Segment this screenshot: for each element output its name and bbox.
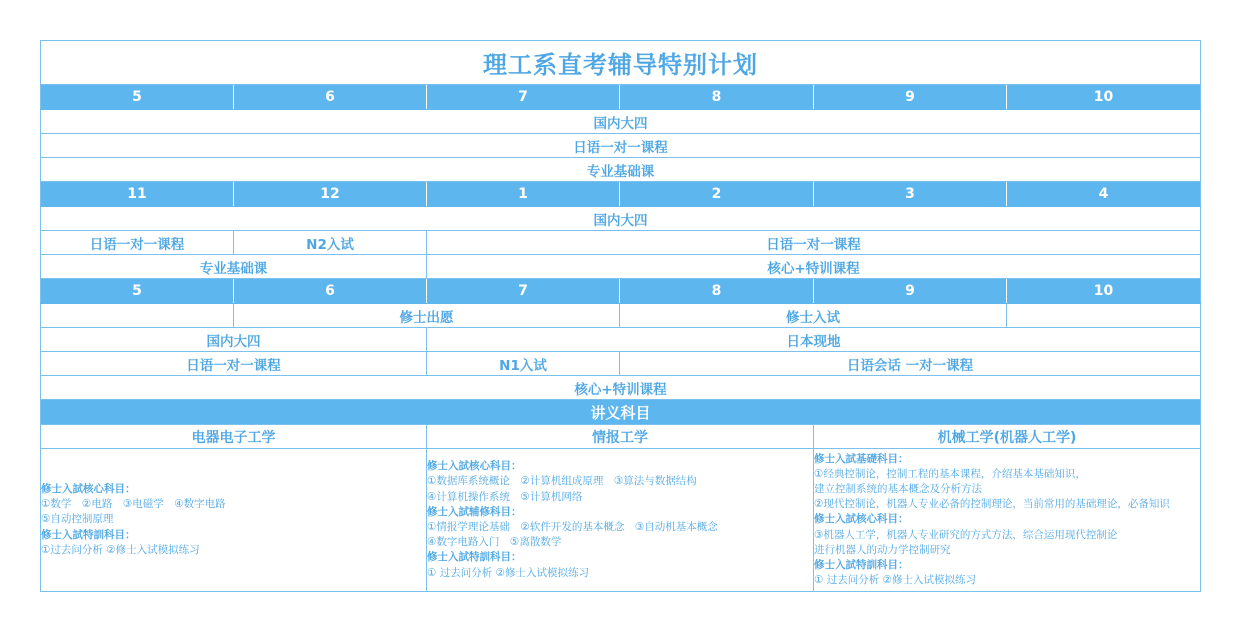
subject-electrical: 电器电子工学 — [41, 425, 427, 449]
detail-list — [41, 482, 426, 558]
subject-mechanical: 机械工学(机器人工学) — [814, 425, 1201, 449]
detail-line: 建立控制系统的基本概念及分析方法 — [814, 482, 982, 495]
schedule-cell-domestic-senior: 国内大四 — [41, 328, 427, 352]
month-cell: 9 — [814, 85, 1007, 110]
schedule-table — [40, 40, 1201, 592]
detail-line: ① 过去问分析 ②修士入试模拟练习 — [427, 566, 590, 579]
month-cell: 1 — [427, 182, 620, 207]
schedule-cell-core-training: 核心+特训课程 — [427, 255, 1201, 279]
detail-line: ①经典控制论，控制工程的基本课程，介绍基本基础知识， — [814, 467, 1086, 480]
schedule-cell-n2-exam: N2入试 — [234, 231, 427, 255]
schedule-cell-japanese-1on1: 日语一对一课程 — [41, 134, 1201, 158]
month-cell: 10 — [1007, 85, 1201, 110]
month-cell: 7 — [427, 279, 620, 304]
month-cell: 3 — [814, 182, 1007, 207]
month-cell: 5 — [41, 279, 234, 304]
detail-heading: 修士入試特訓科目： — [41, 528, 136, 541]
materials-section-header: 讲义科目 — [41, 400, 1201, 425]
month-cell: 10 — [1007, 279, 1201, 304]
month-cell: 11 — [41, 182, 234, 207]
schedule-cell-core-training: 核心+特训课程 — [41, 376, 1201, 400]
subject-information: 情报工学 — [427, 425, 814, 449]
detail-line: ①过去问分析 ②修士入试模拟练习 — [41, 543, 200, 556]
month-header-row — [41, 182, 1201, 207]
detail-heading: 修士入試核心科目： — [814, 513, 909, 526]
detail-heading: 修士入試核心科目： — [427, 460, 522, 473]
detail-line: ④计算机操作系统 ⑤计算机网络 — [427, 490, 583, 503]
detail-line: 进行机器人的动力学控制研究 — [814, 543, 951, 556]
schedule-cell-empty — [41, 304, 234, 328]
detail-line: ④数字电路入门 ⑤离散数学 — [427, 536, 562, 549]
detail-heading: 修士入試特訓科目： — [814, 559, 909, 571]
schedule-cell-basic-course: 专业基础课 — [41, 255, 427, 279]
month-cell: 4 — [1007, 182, 1201, 207]
schedule-cell-japanese-1on1: 日语一对一课程 — [427, 231, 1201, 255]
schedule-cell-basic-course: 专业基础课 — [41, 158, 1201, 182]
detail-line: ①数学 ②电路 ③电磁学 ④数字电路 — [41, 498, 226, 511]
subject-detail-electrical — [41, 449, 427, 592]
month-cell: 6 — [234, 279, 427, 304]
detail-line: ②现代控制论，机器人专业必备的控制理论，当前常用的基础理论，必备知识 — [814, 498, 1170, 511]
month-cell: 8 — [620, 85, 814, 110]
detail-heading: 修士入試核心科目： — [41, 482, 136, 495]
detail-heading: 修士入試基礎科目： — [814, 452, 909, 465]
schedule-cell-master-application: 修士出愿 — [234, 304, 620, 328]
month-cell: 2 — [620, 182, 814, 207]
detail-list — [427, 459, 813, 581]
detail-line: ① 过去问分析 ②修士入试模拟练习 — [814, 574, 977, 587]
schedule-cell-master-exam: 修士入试 — [620, 304, 1007, 328]
detail-line: ①情报学理论基础 ②软件开发的基本概念 ③自动机基本概念 — [427, 521, 718, 533]
detail-heading: 修士入試辅修科目： — [427, 505, 522, 518]
schedule-cell-japanese-1on1: 日语一对一课程 — [41, 231, 234, 255]
schedule-cell-n1-exam: N1入试 — [427, 352, 620, 376]
detail-line: ⑤自动控制原理 — [41, 513, 114, 526]
schedule-cell-domestic-senior: 国内大四 — [41, 207, 1201, 231]
month-cell: 9 — [814, 279, 1007, 304]
detail-line: ①数据库系统概论 ②计算机组成原理 ③算法与数据结构 — [427, 475, 697, 488]
month-cell: 8 — [620, 279, 814, 304]
month-cell: 5 — [41, 85, 234, 110]
month-cell: 7 — [427, 85, 620, 110]
month-header-row — [41, 85, 1201, 110]
detail-line: ③机器人工学，机器人专业研究的方式方法，综合运用现代控制论 — [814, 528, 1118, 541]
month-cell: 12 — [234, 182, 427, 207]
detail-list — [814, 452, 1200, 589]
schedule-cell-conversation-1on1: 日语会话 一对一课程 — [620, 352, 1201, 376]
schedule-cell-empty — [1007, 304, 1201, 328]
subject-detail-information — [427, 449, 814, 592]
schedule-cell-in-japan: 日本现地 — [427, 328, 1201, 352]
schedule-cell-japanese-1on1: 日语一对一课程 — [41, 352, 427, 376]
subject-detail-mechanical — [814, 449, 1201, 592]
page-title: 理工系直考辅导特别计划 — [41, 41, 1201, 85]
month-header-row — [41, 279, 1201, 304]
schedule-cell-domestic-senior: 国内大四 — [41, 110, 1201, 134]
month-cell: 6 — [234, 85, 427, 110]
detail-heading: 修士入試特訓科目： — [427, 551, 522, 564]
